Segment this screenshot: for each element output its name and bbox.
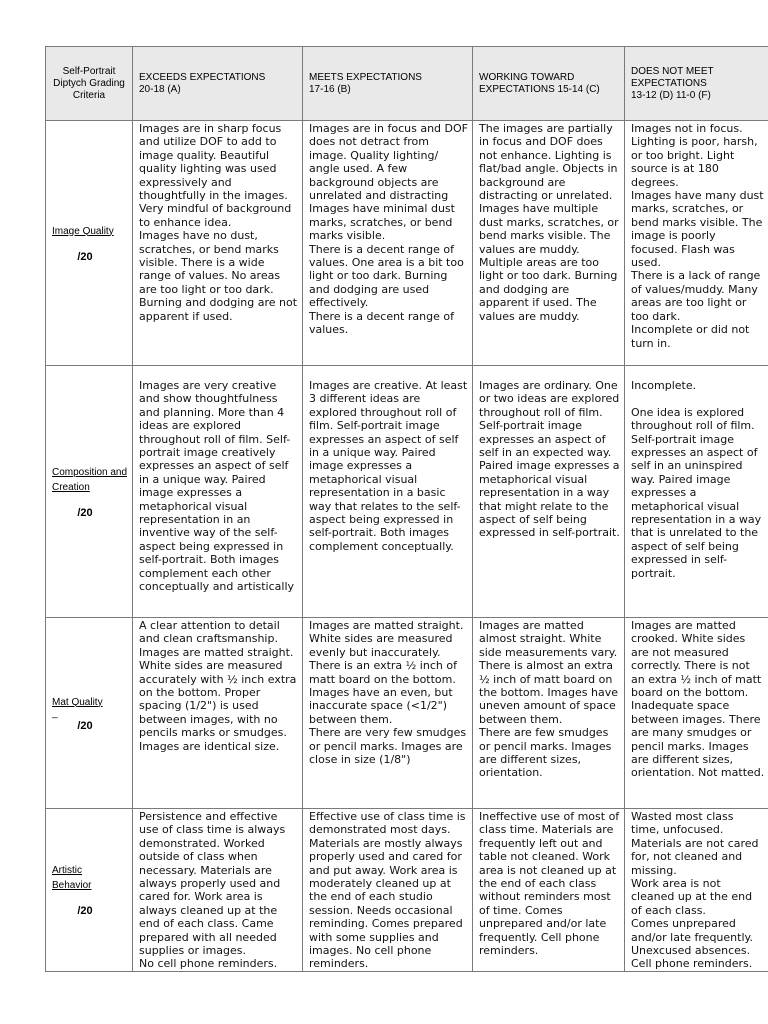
table-cell: Images are matted crooked. White sides are not measured correctly. There is not an extra ½ inch of matt board on the bottom. Inadequate space between images. There are many smudges or pencil marks. Images are different sizes, orientation. Not matted. — [625, 618, 768, 809]
table-cell: A clear attention to detail and clean craftsmanship. Images are matted straight. White sides are measured accurately with ½ inch extra on the bottom. Proper spacing (1/2") is used between images, with no pencils marks or smudges. Images are identical size. — [133, 618, 303, 809]
table-cell: The images are partially in focus and DOF does not enhance. Lighting is flat/bad angle. Objects in background are distracting or unrelated. Images have multiple dust marks, scratches, or bend marks visible. The values are muddy. Multiple areas are too light or too dark. Burning and dodging are apparent if used. The values are muddy. — [473, 121, 625, 366]
table-cell: Incomplete. One idea is explored throughout roll of film. Self-portrait image expresses an aspect of self in an uninspired way. Paired image expresses a metaphorical visual representation in a way that is unrelated to the aspect of self being expressed in self-portrait. — [625, 366, 768, 618]
table-row — [46, 366, 768, 618]
criterion-label — [46, 618, 133, 809]
criterion-label — [46, 121, 133, 366]
table-cell: Images are creative. At least 3 different ideas are explored throughout roll of film. Self-portrait image expresses an aspect of self in a unique way. Paired image expresses a metaphorical visual representation in a basic way that relates to the self-aspect being expressed in self-portrait. Both images complement conceptually. — [303, 366, 473, 618]
criterion-score: /20 — [77, 250, 93, 263]
column-header-working-toward: WORKING TOWARD EXPECTATIONS 15-14 (C) — [473, 47, 625, 121]
table-cell: Images are matted almost straight. White side measurements vary. There is almost an extra ½ inch of matt board on the bottom. Images have uneven amount of space between them. There are few smudges or pencil marks. Images are different sizes, orientation. — [473, 618, 625, 809]
table-cell: Images are in sharp focus and utilize DOF to add to image quality. Beautiful quality lighting was used expressively and thoughtfully in the images. Very mindful of background to enhance idea. Images have no dust, scratches, or bend marks visible. There is a wide range of values. No areas are too light or too dark. Burning and dodging are not apparent if used. — [133, 121, 303, 366]
table-row — [46, 121, 768, 366]
table-row — [46, 618, 768, 809]
table-cell: Images are in focus and DOF does not detract from image. Quality lighting/ angle used. A few background objects are unrelated and distracting Images have minimal dust marks, scratches, or bend marks visible. There is a decent range of values. One area is a bit too light or too dark. Burning and dodging are used effectively. There is a decent range of values. — [303, 121, 473, 366]
header-row — [46, 47, 768, 121]
grading-rubric-table — [45, 46, 768, 972]
criterion-score: /20 — [77, 719, 93, 732]
criterion-name-suffix: _ — [52, 707, 58, 719]
criterion-name: Image Quality — [52, 225, 114, 237]
table-cell: Images not in focus. Lighting is poor, harsh, or too bright. Light source is at 180 degrees. Images have many dust marks, scratches, or bend marks visible. The image is poorly focused. Flash was used. There is a lack of range of values/muddy. Many areas are too light or too dark. Incomplete or did not turn in. — [625, 121, 768, 366]
table-cell: Images are ordinary. One or two ideas are explored throughout roll of film. Self-portrait image expresses an aspect of self in an expected way. Paired image expresses a metaphorical visual representation in a way that might relate to the aspect of self being expressed in self-portrait. — [473, 366, 625, 618]
table-cell: Images are very creative and show thoughtfulness and planning. More than 4 ideas are explored throughout roll of film. Self-portrait image creatively expresses an aspect of self in a unique way. Paired image expresses a metaphorical visual representation in an inventive way of the self-aspect being expressed in self-portrait. Both images complement each other conceptually and artistically — [133, 366, 303, 618]
table-cell: Images are matted straight. White sides are measured evenly but inaccurately. There is an extra ½ inch of matt board on the bottom. Images have an even, but inaccurate space (<1/2") between them. There are very few smudges or pencil marks. Images are close in size (1/8") — [303, 618, 473, 809]
criterion-name: Composition and Creation — [52, 466, 128, 493]
criterion-score: /20 — [77, 506, 93, 519]
table-row — [46, 809, 768, 972]
criterion-name: Artistic Behavior — [52, 865, 92, 891]
column-header-meets: MEETS EXPECTATIONS 17-16 (B) — [303, 47, 473, 121]
table-cell: Persistence and effective use of class time is always demonstrated. Worked outside of class when necessary. Materials are always properly used and cared for. Work area is always cleaned up at the end of each class. Came prepared with all needed supplies or images. No cell phone reminders. — [133, 809, 303, 972]
criterion-label — [46, 366, 133, 618]
table-cell: Ineffective use of most of class time. Materials are frequently left out and table not cleaned. Work area is not cleaned up at the end of each class without reminders most of time. Comes unprepared and/or late frequently. Cell phone reminders. — [473, 809, 625, 972]
criterion-score: /20 — [77, 905, 93, 917]
table-cell: Effective use of class time is demonstrated most days. Materials are mostly always properly used and cared for and put away. Work area is moderately cleaned up at the end of each studio session. Needs occasional reminding. Comes prepared with some supplies and images. No cell phone reminders. — [303, 809, 473, 972]
column-header-exceeds: EXCEEDS EXPECTATIONS 20-18 (A) — [133, 47, 303, 121]
table-cell: Wasted most class time, unfocused. Materials are not cared for, not cleaned and missing. Work area is not cleaned up at the end of each class. Comes unprepared and/or late frequently. Unexcused absences. Cell phone reminders. — [625, 809, 768, 972]
column-header-does-not-meet: DOES NOT MEET EXPECTATIONS 13-12 (D) 11-0 (F) — [625, 47, 768, 121]
criterion-label — [46, 809, 133, 972]
criteria-header: Self-Portrait Diptych Grading Criteria — [46, 47, 133, 121]
criterion-name: Mat Quality — [52, 696, 103, 708]
